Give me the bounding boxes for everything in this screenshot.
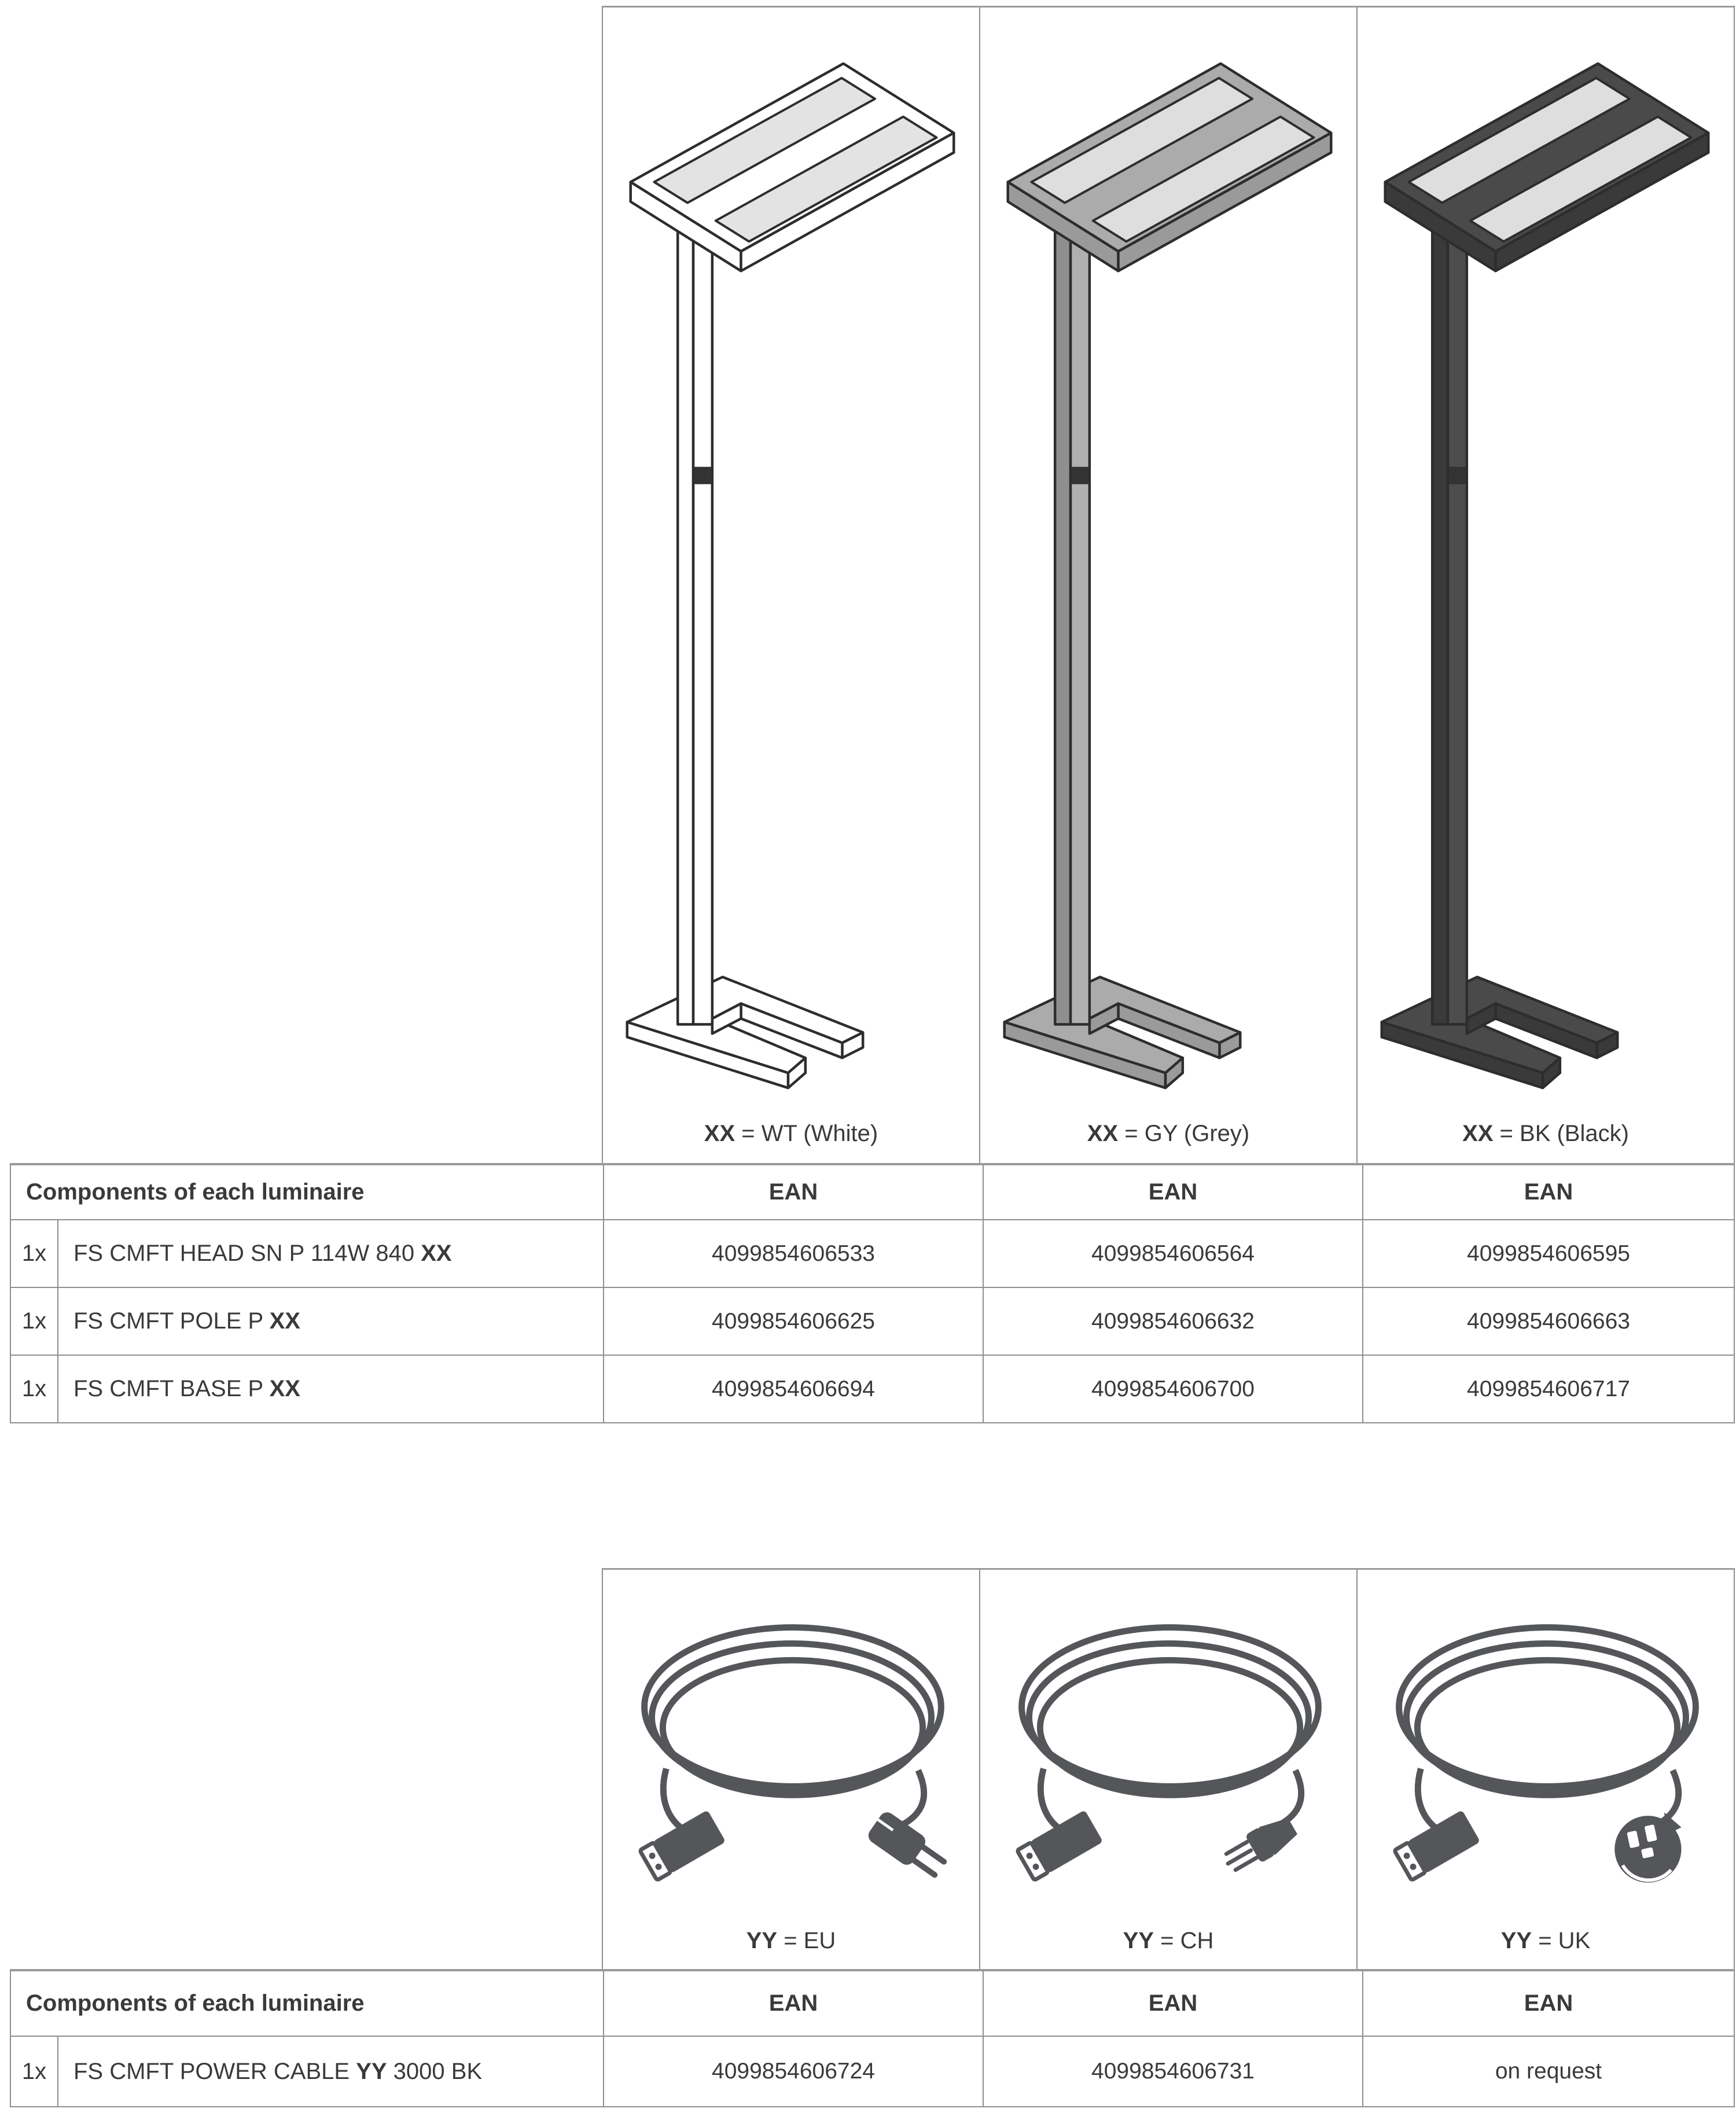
component-row [11, 2036, 1734, 2106]
ean-value-cell: on request [1362, 2037, 1734, 2106]
ean-value-cell: 4099854606731 [983, 2037, 1362, 2106]
variant-code: XX [1087, 1121, 1119, 1146]
table-header-row [11, 1971, 1734, 2036]
variant-label-uk [1358, 1928, 1734, 1954]
ean-value-cell: 4099854606632 [983, 1288, 1362, 1355]
ean-column-header: EAN [603, 1165, 983, 1219]
variant-column-black [1356, 8, 1734, 1163]
quantity-cell: 1x [21, 2058, 47, 2084]
variant-rest: = CH [1154, 1928, 1214, 1953]
variant-code: YY [1500, 1928, 1532, 1953]
ean-value-cell: 4099854606717 [1362, 1356, 1734, 1422]
components-header: Components of each luminaire [26, 1179, 365, 1205]
variant-column-ch [979, 1570, 1356, 1969]
variant-label-ch [980, 1928, 1356, 1954]
luminaire-illustration-grey [980, 8, 1356, 1163]
ean-value-cell: 4099854606700 [983, 1356, 1362, 1422]
variant-label-eu [603, 1928, 979, 1954]
component-name-cell: FS CMFT BASE P XX [57, 1356, 603, 1422]
component-row [11, 1287, 1734, 1355]
cable-illustration-eu [603, 1570, 979, 1969]
cable-components-table [10, 1969, 1735, 2107]
ean-value-cell: 4099854606625 [603, 1288, 983, 1355]
ean-value-cell: 4099854606694 [603, 1356, 983, 1422]
variant-code: XX [1462, 1121, 1494, 1146]
ean-value-cell: 4099854606663 [1362, 1288, 1734, 1355]
ean-value-cell: 4099854606595 [1362, 1220, 1734, 1287]
ean-value-cell: 4099854606533 [603, 1220, 983, 1287]
variant-label-grey [980, 1121, 1356, 1147]
variant-code: YY [1123, 1928, 1154, 1953]
variant-column-eu [603, 1570, 979, 1969]
variant-label-white [603, 1121, 979, 1147]
cable-variant-grid [602, 1568, 1735, 1969]
component-name-cell: FS CMFT HEAD SN P 114W 840 XX [57, 1220, 603, 1287]
luminaire-illustration-white [603, 8, 979, 1163]
quantity-cell: 1x [21, 1308, 47, 1334]
table-header-row [11, 1165, 1734, 1219]
luminaire-components-table [10, 1163, 1735, 1423]
ean-column-header: EAN [1362, 1971, 1734, 2036]
variant-column-grey [979, 8, 1356, 1163]
variant-code: XX [704, 1121, 735, 1146]
cable-illustration-ch [980, 1570, 1356, 1969]
ean-value-cell: 4099854606724 [603, 2037, 983, 2106]
component-name-cell: FS CMFT POLE P XX [57, 1288, 603, 1355]
quantity-cell: 1x [21, 1241, 47, 1266]
variant-rest: = EU [777, 1928, 836, 1953]
variant-label-black [1358, 1121, 1734, 1147]
components-header: Components of each luminaire [26, 1990, 365, 2016]
cable-illustration-uk [1358, 1570, 1734, 1969]
luminaire-illustration-black [1358, 8, 1734, 1163]
component-row [11, 1355, 1734, 1422]
variant-rest: = UK [1532, 1928, 1591, 1953]
ean-value-cell: 4099854606564 [983, 1220, 1362, 1287]
variant-rest: = BK (Black) [1493, 1121, 1629, 1146]
variant-column-white [603, 8, 979, 1163]
ean-column-header: EAN [603, 1971, 983, 2036]
ean-column-header: EAN [1362, 1165, 1734, 1219]
ean-column-header: EAN [983, 1971, 1362, 2036]
component-name-cell: FS CMFT POWER CABLE YY 3000 BK [57, 2037, 603, 2106]
variant-rest: = WT (White) [735, 1121, 878, 1146]
ean-column-header: EAN [983, 1165, 1362, 1219]
variant-rest: = GY (Grey) [1118, 1121, 1250, 1146]
component-row [11, 1219, 1734, 1287]
luminaire-variant-grid [602, 6, 1735, 1163]
variant-code: YY [746, 1928, 778, 1953]
variant-column-uk [1356, 1570, 1734, 1969]
quantity-cell: 1x [21, 1376, 47, 1401]
